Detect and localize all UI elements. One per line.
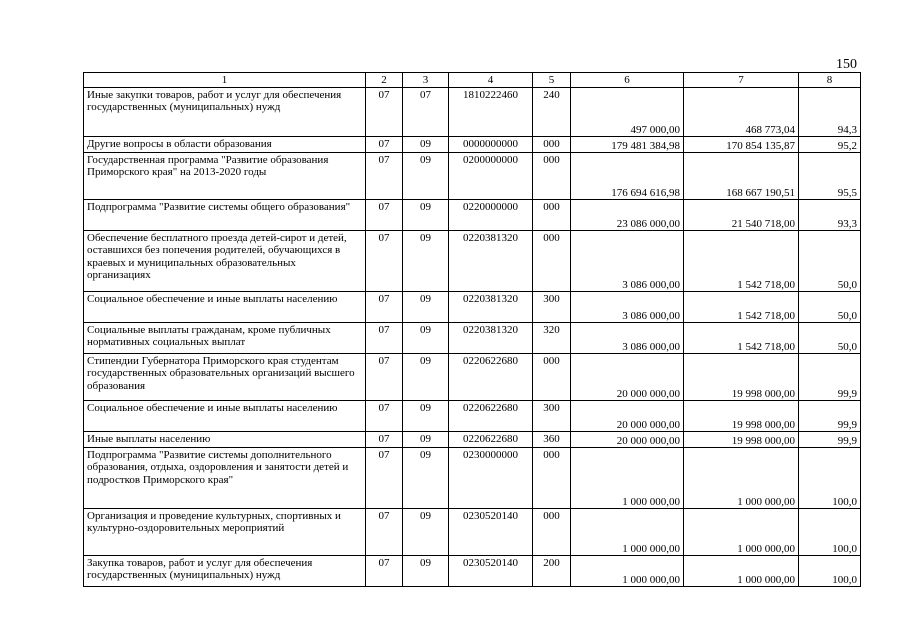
row-planned: 23 086 000,00: [571, 200, 684, 231]
row-subsection: 09: [403, 432, 449, 448]
row-subsection: 09: [403, 354, 449, 401]
row-percent: 100,0: [799, 509, 861, 556]
row-subsection: 07: [403, 88, 449, 137]
row-name: Закупка товаров, работ и услуг для обеспечения государственных (муниципальных) нужд: [84, 556, 366, 587]
row-percent: 50,0: [799, 292, 861, 323]
row-section: 07: [366, 231, 403, 292]
row-name: Социальные выплаты гражданам, кроме публичных нормативных социальных выплат: [84, 323, 366, 354]
row-executed: 1 542 718,00: [684, 292, 799, 323]
row-name: Подпрограмма "Развитие системы общего образования": [84, 200, 366, 231]
table-row: [84, 401, 861, 432]
row-planned: 20 000 000,00: [571, 432, 684, 448]
row-percent: 99,9: [799, 432, 861, 448]
row-name: Государственная программа "Развитие образования Приморского края" на 2013-2020 годы: [84, 153, 366, 200]
row-section: 07: [366, 292, 403, 323]
table-row: [84, 509, 861, 556]
row-subsection: 09: [403, 137, 449, 153]
row-executed: 21 540 718,00: [684, 200, 799, 231]
row-subsection: 09: [403, 231, 449, 292]
row-executed: 19 998 000,00: [684, 354, 799, 401]
table-row: [84, 448, 861, 509]
row-planned: 176 694 616,98: [571, 153, 684, 200]
row-executed: 1 542 718,00: [684, 231, 799, 292]
row-name: Стипендии Губернатора Приморского края студентам государственных образовательных организаций высшего образования: [84, 354, 366, 401]
row-subsection: 09: [403, 200, 449, 231]
row-target-code: 1810222460: [449, 88, 533, 137]
row-target-code: 0220381320: [449, 292, 533, 323]
row-expense-type: 000: [533, 200, 571, 231]
row-target-code: 0220381320: [449, 231, 533, 292]
row-percent: 50,0: [799, 231, 861, 292]
row-subsection: 09: [403, 153, 449, 200]
column-header-8: 8: [799, 73, 861, 88]
row-section: 07: [366, 200, 403, 231]
table-header-row: [84, 73, 861, 88]
row-name: Социальное обеспечение и иные выплаты населению: [84, 401, 366, 432]
row-section: 07: [366, 153, 403, 200]
row-subsection: 09: [403, 448, 449, 509]
row-planned: 3 086 000,00: [571, 323, 684, 354]
row-subsection: 09: [403, 323, 449, 354]
row-expense-type: 000: [533, 231, 571, 292]
row-executed: 1 000 000,00: [684, 509, 799, 556]
row-target-code: 0230000000: [449, 448, 533, 509]
row-name: Подпрограмма "Развитие системы дополнительного образования, отдыха, оздоровления и занятости детей и подростков Приморского края": [84, 448, 366, 509]
row-name: Обеспечение бесплатного проезда детей-сирот и детей, оставшихся без попечения родителей, обучающихся в краевых и муниципальных образовательных организациях: [84, 231, 366, 292]
table-row: [84, 354, 861, 401]
row-section: 07: [366, 323, 403, 354]
row-executed: 170 854 135,87: [684, 137, 799, 153]
row-section: 07: [366, 88, 403, 137]
row-subsection: 09: [403, 509, 449, 556]
row-subsection: 09: [403, 292, 449, 323]
table-row: [84, 323, 861, 354]
row-section: 07: [366, 432, 403, 448]
row-section: 07: [366, 448, 403, 509]
table-row: [84, 432, 861, 448]
row-expense-type: 240: [533, 88, 571, 137]
row-planned: 20 000 000,00: [571, 354, 684, 401]
column-header-5: 5: [533, 73, 571, 88]
row-percent: 100,0: [799, 448, 861, 509]
row-target-code: 0200000000: [449, 153, 533, 200]
row-planned: 1 000 000,00: [571, 556, 684, 587]
row-percent: 100,0: [799, 556, 861, 587]
row-percent: 95,5: [799, 153, 861, 200]
row-name: Организация и проведение культурных, спортивных и культурно-оздоровительных мероприятий: [84, 509, 366, 556]
column-header-2: 2: [366, 73, 403, 88]
row-percent: 94,3: [799, 88, 861, 137]
page-number: 150: [836, 57, 857, 72]
row-expense-type: 000: [533, 153, 571, 200]
row-section: 07: [366, 354, 403, 401]
row-name: Иные выплаты населению: [84, 432, 366, 448]
column-header-6: 6: [571, 73, 684, 88]
row-percent: 99,9: [799, 354, 861, 401]
row-target-code: 0000000000: [449, 137, 533, 153]
row-expense-type: 000: [533, 137, 571, 153]
row-percent: 93,3: [799, 200, 861, 231]
table-row: [84, 153, 861, 200]
row-planned: 497 000,00: [571, 88, 684, 137]
row-name: Иные закупки товаров, работ и услуг для обеспечения государственных (муниципальных) нужд: [84, 88, 366, 137]
column-header-4: 4: [449, 73, 533, 88]
row-planned: 179 481 384,98: [571, 137, 684, 153]
row-planned: 1 000 000,00: [571, 509, 684, 556]
table-row: [84, 88, 861, 137]
row-percent: 95,2: [799, 137, 861, 153]
column-header-3: 3: [403, 73, 449, 88]
row-percent: 50,0: [799, 323, 861, 354]
row-executed: 468 773,04: [684, 88, 799, 137]
row-planned: 3 086 000,00: [571, 231, 684, 292]
row-target-code: 0230520140: [449, 509, 533, 556]
budget-table: [83, 72, 861, 587]
row-expense-type: 000: [533, 354, 571, 401]
table-row: [84, 137, 861, 153]
row-subsection: 09: [403, 556, 449, 587]
row-section: 07: [366, 509, 403, 556]
row-expense-type: 000: [533, 448, 571, 509]
row-expense-type: 320: [533, 323, 571, 354]
table-row: [84, 200, 861, 231]
row-target-code: 0220622680: [449, 354, 533, 401]
row-section: 07: [366, 401, 403, 432]
row-section: 07: [366, 137, 403, 153]
row-expense-type: 360: [533, 432, 571, 448]
row-percent: 99,9: [799, 401, 861, 432]
row-executed: 1 000 000,00: [684, 448, 799, 509]
row-target-code: 0220381320: [449, 323, 533, 354]
row-name: Другие вопросы в области образования: [84, 137, 366, 153]
row-executed: 19 998 000,00: [684, 432, 799, 448]
table-row: [84, 231, 861, 292]
row-expense-type: 200: [533, 556, 571, 587]
row-target-code: 0220000000: [449, 200, 533, 231]
row-section: 07: [366, 556, 403, 587]
table-row: [84, 292, 861, 323]
row-target-code: 0220622680: [449, 432, 533, 448]
row-expense-type: 300: [533, 401, 571, 432]
row-planned: 3 086 000,00: [571, 292, 684, 323]
row-planned: 20 000 000,00: [571, 401, 684, 432]
row-expense-type: 000: [533, 509, 571, 556]
row-subsection: 09: [403, 401, 449, 432]
row-executed: 168 667 190,51: [684, 153, 799, 200]
row-executed: 1 000 000,00: [684, 556, 799, 587]
column-header-7: 7: [684, 73, 799, 88]
row-planned: 1 000 000,00: [571, 448, 684, 509]
column-header-1: 1: [84, 73, 366, 88]
row-executed: 19 998 000,00: [684, 401, 799, 432]
row-name: Социальное обеспечение и иные выплаты населению: [84, 292, 366, 323]
row-target-code: 0220622680: [449, 401, 533, 432]
row-expense-type: 300: [533, 292, 571, 323]
row-target-code: 0230520140: [449, 556, 533, 587]
table-row: [84, 556, 861, 587]
row-executed: 1 542 718,00: [684, 323, 799, 354]
